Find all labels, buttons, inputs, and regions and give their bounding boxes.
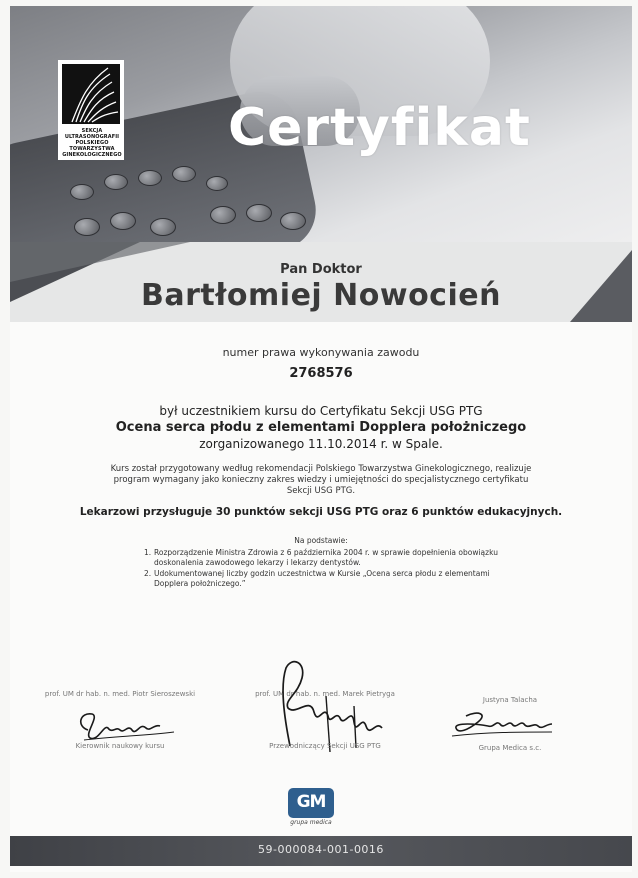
name-banner [10, 242, 632, 322]
logo-mark-icon [62, 64, 120, 124]
basis-item: 2. Udokumentowanej liczby godzin uczestnictwa w Kursie „Ocena serca płodu z elementami Dopplera położniczego.” [144, 569, 490, 588]
signatory-3-role: Grupa Medica s.c. [478, 744, 542, 752]
signatory-3-name: Justyna Talacha [482, 696, 538, 704]
footer-bar [10, 836, 632, 866]
usg-ptg-logo [58, 60, 124, 160]
course-date-location: zorganizowanego 11.10.2014 r. w Spale. [199, 437, 443, 451]
basis-list [144, 548, 504, 590]
signatory-1-role: Kierownik naukowy kursu [75, 742, 165, 750]
signature-1-handwritten [74, 700, 184, 744]
signature-2-handwritten [266, 656, 396, 756]
recipient-honorific: Pan Doktor [280, 262, 362, 277]
header-photo [10, 6, 632, 242]
certificate-title: Certyfikat [228, 98, 531, 158]
recipient-name: Bartłomiej Nowocień [141, 278, 501, 313]
certificate-code: 59-000084-001-0016 [258, 843, 384, 856]
course-description: Kurs został przygotowany według rekomendacji Polskiego Towarzystwa Ginekologicznego, realizuje program wymagany jako konieczny zakres wiedzy i umiejętności do specjalistycznego certyfikatu Sekcji USG PTG. [110, 464, 532, 496]
gm-logo-caption: grupa medica [290, 819, 332, 826]
signature-3-handwritten [448, 706, 558, 742]
participation-text: był uczestnikiem kursu do Certyfikatu Sekcji USG PTG [159, 404, 483, 418]
basis-label: Na podstawie: [294, 536, 348, 545]
signatory-1-name: prof. UM dr hab. n. med. Piotr Sieroszewski [44, 690, 196, 698]
points-awarded: Lekarzowi przysługuje 30 punktów sekcji USG PTG oraz 6 punktów edukacyjnych. [79, 506, 563, 518]
logo-text: SEKCJA ULTRASONOGRAFII POLSKIEGO TOWARZYSTWA GINEKOLOGICZNEGO [62, 128, 122, 158]
certificate-page [10, 6, 632, 872]
signatory-2-name: prof. UM dr hab. n. med. Marek Pietryga [255, 690, 395, 698]
basis-item: 1. Rozporządzenie Ministra Zdrowia z 6 października 2004 r. w sprawie dopełnienia obowiązku doskonalenia zawodowego lekarzy i lekarzy dentystów. [144, 548, 498, 567]
gm-logo-letters: GM [296, 792, 326, 812]
license-label: numer prawa wykonywania zawodu [222, 346, 420, 359]
signatory-2-role: Przewodniczący Sekcji USG PTG [269, 742, 381, 750]
grupa-medica-logo [288, 788, 334, 818]
course-name: Ocena serca płodu z elementami Dopplera położniczego [115, 420, 527, 435]
license-number: 2768576 [289, 366, 353, 381]
